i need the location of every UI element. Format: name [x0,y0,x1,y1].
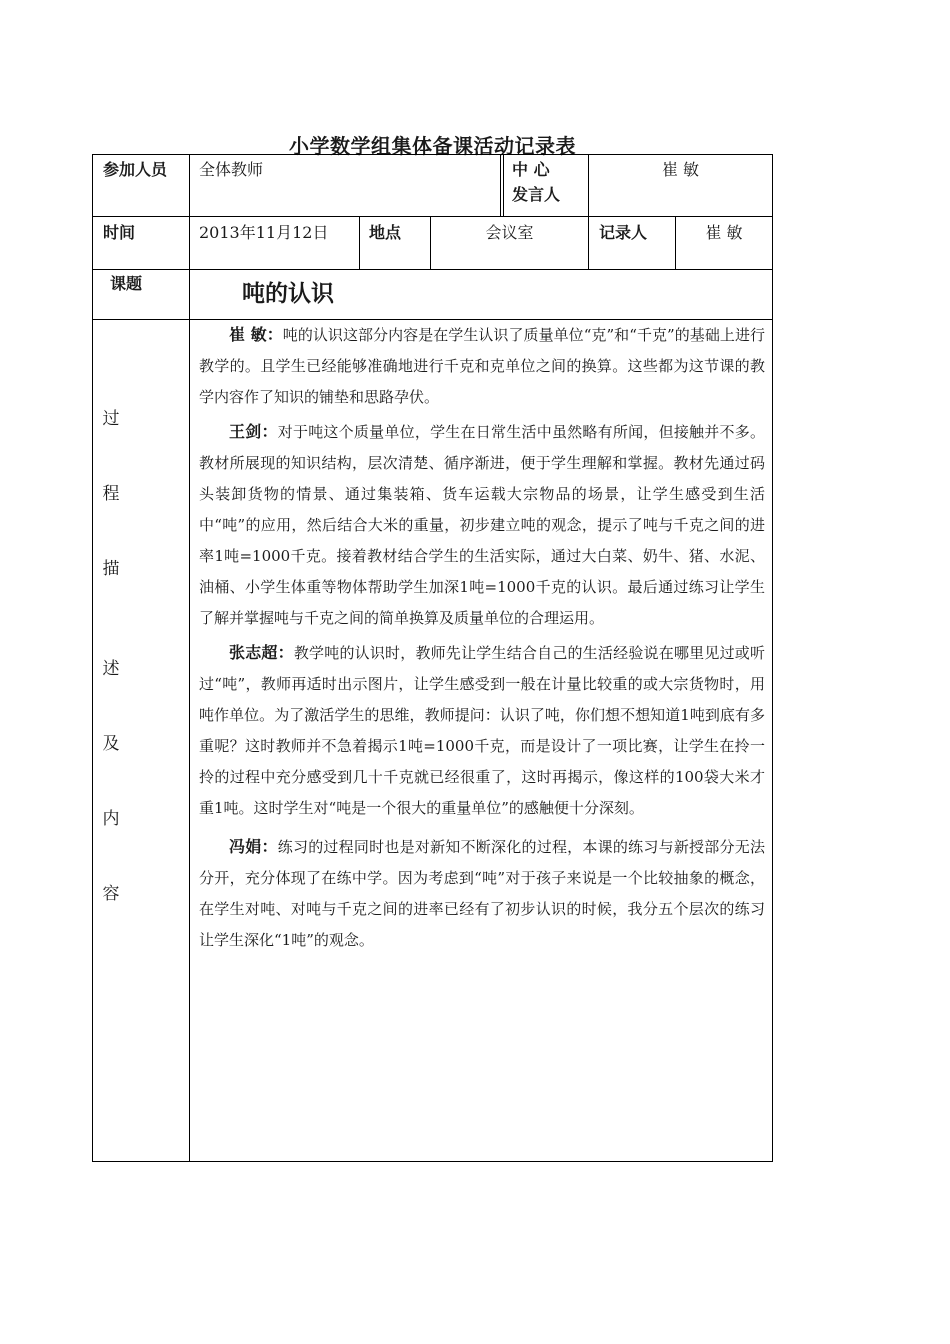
entry-paragraph [199,637,765,824]
participants-value: 全体教师 [199,160,264,179]
process-label-char: 过 [102,409,120,429]
entry-text: 练习的过程同时也是对新知不断深化的过程，本课的练习与新授部分无法分开，充分体现了在练中学。因为考虑到“吨”对于孩子来说是一个比较抽象的概念，在学生对吨、对吨与千克之间的进率已经有了初步认识的时候，我分五个层次的练习让学生深化“1吨”的观念。 [199,838,765,949]
process-content [199,319,765,956]
topic-label: 课题 [110,274,143,293]
process-label-char: 描 [102,559,120,579]
entry-speaker: 崔 敏： [229,325,283,344]
entry-paragraph [199,319,765,413]
speaker-label-cell [503,154,589,217]
process-label-char: 内 [102,809,120,829]
process-label-char: 述 [102,659,120,679]
recorder-label-cell [588,216,676,270]
speaker-label-line2: 发言人 [512,185,561,204]
entry-text: 教学吨的认识时，教师先让学生结合自己的生活经验说在哪里见过或听过“吨”，教师再适时出示图片，让学生感受到一般在计量比较重的或大宗货物时，用吨作单位。为了激活学生的思维，教师提问：认识了吨，你们想不想知道1吨到底有多重呢？这时教师并不急着揭示1吨=1000千克，而是设计了一项比赛，让学生在拎一拎的过程中充分感受到几十千克就已经很重了，这时再揭示，像这样的100袋大米才重1吨。这时学生对“吨是一个很大的重量单位”的感触便十分深刻。 [199,644,765,817]
recorder-value-cell [675,216,773,270]
participants-label: 参加人员 [103,160,168,179]
recorder-value: 崔 敏 [705,223,743,242]
time-value-cell [189,216,360,270]
time-label-cell [92,216,190,270]
entry-speaker: 冯娟： [229,837,278,856]
topic-label-cell [92,269,190,320]
place-value-cell [430,216,589,270]
place-label-cell [359,216,431,270]
time-label: 时间 [103,223,136,242]
participants-value-cell [189,154,501,217]
process-label-char: 及 [102,734,120,754]
entry-paragraph [199,416,765,634]
page-title: 小学数学组集体备课活动记录表 [289,134,576,158]
entry-text: 吨的认识这部分内容是在学生认识了质量单位“克”和“千克”的基础上进行教学的。且学生已经能够准确地进行千克和克单位之间的换算。这些都为这节课的教学内容作了知识的铺垫和思路孕伏。 [199,326,765,406]
entry-speaker: 张志超： [229,643,294,662]
place-label: 地点 [369,223,402,242]
process-label-char: 容 [102,884,120,904]
entry-speaker: 王剑： [229,422,278,441]
time-value: 2013年11月12日 [199,223,329,242]
entry-text: 对于吨这个质量单位，学生在日常生活中虽然略有所闻，但接触并不多。教材所展现的知识结构，层次清楚、循序渐进，便于学生理解和掌握。教材先通过码头装卸货物的情景、通过集装箱、货车运载大宗物品的场景，让学生感受到生活中“吨”的应用，然后结合大米的重量，初步建立吨的观念，提示了吨与千克之间的进率1吨=1000千克。接着教材结合学生的生活实际，通过大白菜、奶牛、猪、水泥、油桶、小学生体重等物体帮助学生加深1吨=1000千克的认识。最后通过练习让学生了解并掌握吨与千克之间的简单换算及质量单位的合理运用。 [199,423,765,627]
speaker-label-line1: 中 心 [512,160,550,179]
place-value: 会议室 [485,223,534,242]
speaker-value: 崔 敏 [661,160,700,179]
speaker-value-cell [588,154,773,217]
recorder-label: 记录人 [599,223,648,242]
participants-label-cell [92,154,190,217]
topic-value-cell [189,269,773,320]
process-label-char: 程 [102,484,120,504]
entry-paragraph [199,831,765,956]
topic-value: 吨的认识 [242,281,334,307]
